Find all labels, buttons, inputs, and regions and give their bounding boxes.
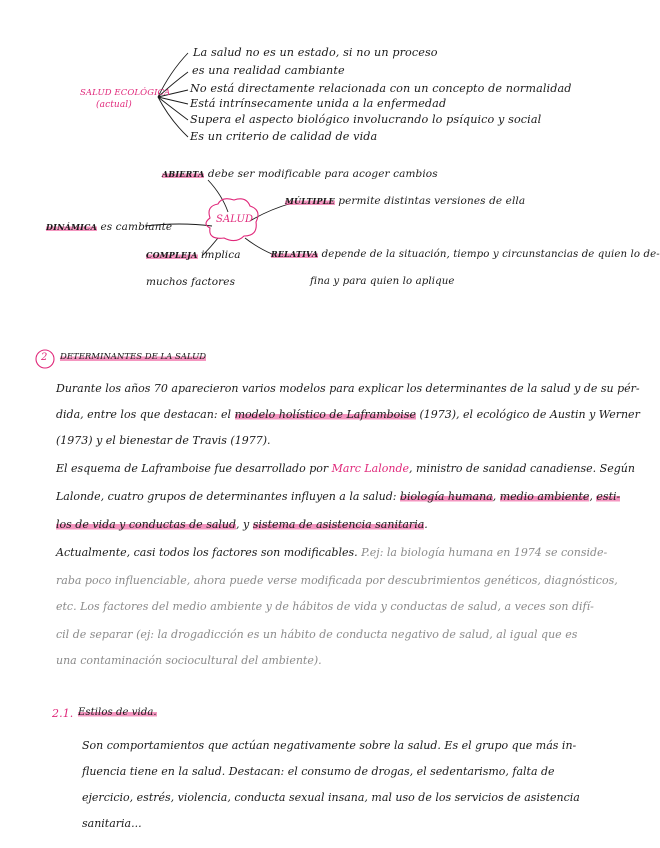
eco-item: es una realidad cambiante [192,64,345,77]
eco-label-line1: SALUD ECOLÓGICA [80,88,171,98]
compleja-node [146,249,241,261]
paragraph-line: cil de separar (ej: la drogadicción es un hábito de conducta negativo de salud, al igual que es [56,628,578,641]
section-title: DETERMINANTES DE LA SALUD [60,352,207,362]
paragraph-line: (1973) y el bienestar de Travis (1977). [56,434,271,447]
paragraph-line: dida, entre los que destacan: el modelo holístico de Laframboise (1973), el ecológico de Austin y Werner [56,408,640,421]
highlight: esti- [596,490,621,503]
eco-label [80,88,170,98]
multiple-text: permite distintas versiones de ella [338,195,526,207]
author-name: Marc Lalonde [331,462,410,475]
highlight: modelo holístico de Laframboise [234,408,416,421]
highlight: medio ambiente [499,490,590,503]
highlight: los de vida y conductas de salud [56,518,237,531]
relativa-text-2: fina y para quien lo aplique [310,276,455,287]
relativa-tag: RELATIVA [271,249,319,259]
subsection-number: 2.1. [52,707,74,720]
dinamica-tag: DINÁMICA [46,222,97,232]
paragraph-line: Lalonde, cuatro grupos de determinantes influyen a la salud: biología humana, medio ambiente, esti- [56,490,621,503]
paragraph-line: los de vida y conductas de salud, y sistema de asistencia sanitaria. [56,518,428,531]
compleja-tag: COMPLEJA [146,250,198,260]
paragraph-line: etc. Los factores del medio ambiente y de hábitos de vida y conductas de salud, a veces son difí- [56,600,594,613]
eco-item: No está directamente relacionada con un concepto de normalidad [190,82,572,95]
eco-item: Supera el aspecto biológico involucrando lo psíquico y social [190,113,542,126]
section-number: 2 [41,352,48,363]
subsection-title: Estilos de vida. [78,707,157,718]
paragraph-line: Son comportamientos que actúan negativamente sobre la salud. Es el grupo que más in- [82,739,577,752]
dinamica-text: es cambiante [100,221,173,233]
abierta-node [162,168,438,180]
eco-item: Es un criterio de calidad de vida [190,130,378,143]
abierta-tag: ABIERTA [162,169,205,179]
highlight: biología humana [399,490,493,503]
eco-item: La salud no es un estado, si no un proceso [193,46,438,59]
relativa-text: depende de la situación, tiempo y circunstancias de quien lo de- [321,249,660,260]
paragraph-line: raba poco influenciable, ahora puede verse modificada por descubrimientos genéticos, diagnósticos, [56,574,618,587]
paragraph-line: ejercicio, estrés, violencia, conducta sexual insana, mal uso de los servicios de asistencia [82,791,580,804]
paragraph-line: fluencia tiene en la salud. Destacan: el consumo de drogas, el sedentarismo, falta de [82,765,555,778]
abierta-text: debe ser modificable para acoger cambios [207,168,438,180]
salud-center-label: SALUD [216,214,254,225]
highlight: sistema de asistencia sanitaria [252,518,425,531]
dinamica-node [46,221,172,233]
compleja-text-2: muchos factores [146,276,236,288]
multiple-tag: MÚLTIPLE [285,196,335,206]
paragraph-line: El esquema de Laframboise fue desarrollado por Marc Lalonde, ministro de sanidad canadiense. Según [56,462,635,475]
multiple-node [285,195,525,207]
paragraph-line: Durante los años 70 aparecieron varios modelos para explicar los determinantes de la salud y de su pér- [56,382,640,395]
eco-label-sub: (actual) [96,100,132,110]
paragraph-line: una contaminación sociocultural del ambiente). [56,654,322,667]
paragraph-line: Actualmente, casi todos los factores son modificables. P.ej: la biología humana en 1974 se conside- [56,546,608,559]
compleja-text: implica [200,249,241,261]
eco-item: Está intrínsecamente unida a la enfermedad [190,97,447,110]
relativa-node [271,249,660,260]
paragraph-line: sanitaria... [82,817,142,830]
